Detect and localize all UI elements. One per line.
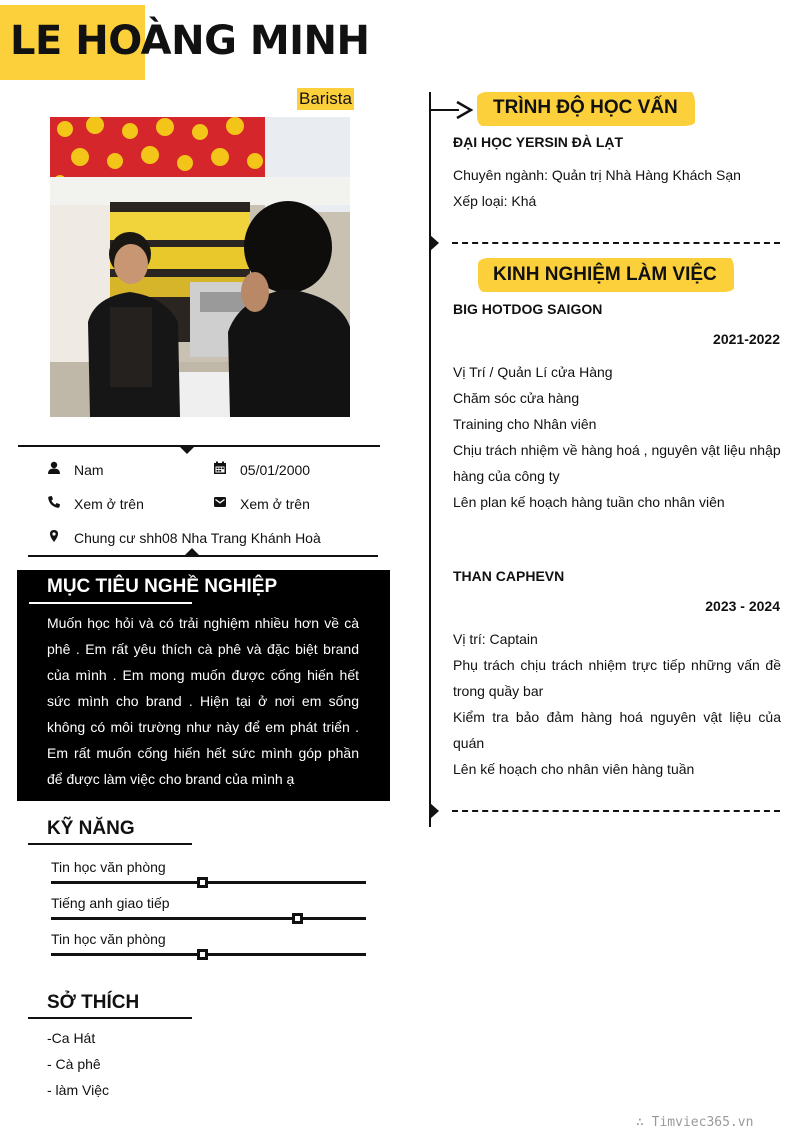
objective-title: MỤC TIÊU NGHỀ NGHIỆP xyxy=(47,576,278,597)
job-duty: Training cho Nhân viên xyxy=(453,416,597,432)
job-title: Barista xyxy=(299,89,352,108)
skill-level-marker xyxy=(197,877,208,888)
skills-title: KỸ NĂNG xyxy=(47,818,135,839)
info-top-rule xyxy=(18,445,380,447)
timeline-marker xyxy=(430,803,439,819)
job-period: 2023 - 2024 xyxy=(705,598,780,614)
timeline-marker xyxy=(430,235,439,251)
job-duty: Phụ trách chịu trách nhiệm trực tiếp những vấn đề trong quầy bar xyxy=(453,657,781,699)
hobby-item: -Ca Hát xyxy=(47,1030,96,1046)
job-description xyxy=(453,626,781,782)
experience-title: KINH NGHIỆM LÀM VIỆC xyxy=(493,264,717,285)
arrow-right-icon xyxy=(429,100,473,127)
envelope-icon xyxy=(213,495,227,514)
timeline-line xyxy=(429,92,431,827)
info-bottom-marker xyxy=(184,548,200,556)
gender-value: Nam xyxy=(74,462,104,478)
birthdate-value: 05/01/2000 xyxy=(240,462,311,478)
footer-brand-text: Timviec365.vn xyxy=(651,1115,754,1130)
skill-label: Tin học văn phòng xyxy=(51,859,166,875)
objective-section xyxy=(17,570,390,801)
hobby-item: - làm Việc xyxy=(47,1082,109,1098)
info-top-marker xyxy=(179,446,195,454)
job-period: 2021-2022 xyxy=(713,331,780,347)
calendar-icon xyxy=(213,461,227,480)
hobbies-title: SỞ THÍCH xyxy=(47,992,140,1013)
skills-underline xyxy=(28,843,192,845)
job-description xyxy=(453,359,781,515)
job-duty: Kiểm tra bảo đảm hàng hoá nguyên vật liệu của quán xyxy=(453,709,781,751)
skill-level-marker xyxy=(197,949,208,960)
objective-underline xyxy=(29,602,192,604)
phone-value: Xem ở trên xyxy=(74,496,144,512)
education-grade: Xếp loại: Khá xyxy=(453,193,537,209)
company-name: BIG HOTDOG SAIGON xyxy=(453,301,603,317)
job-duty: Lên kế hoạch cho nhân viên hàng tuần xyxy=(453,761,695,777)
email-value: Xem ở trên xyxy=(240,496,310,512)
skill-bar xyxy=(51,917,366,920)
company-name: THAN CAPHEVN xyxy=(453,568,565,584)
phone-icon xyxy=(47,495,61,514)
education-major: Chuyên ngành: Quản trị Nhà Hàng Khách Sạn xyxy=(453,167,741,183)
section-divider xyxy=(452,242,780,244)
job-duty: Vị Trí / Quản Lí cửa Hàng xyxy=(453,364,613,380)
skill-label: Tiếng anh giao tiếp xyxy=(51,895,170,911)
skill-bar xyxy=(51,953,366,956)
location-pin-icon xyxy=(47,529,61,548)
job-duty: Chịu trách nhiệm về hàng hoá , nguyên vật liệu nhập hàng của công ty xyxy=(453,442,781,484)
footer-brand: ∴ Timviec365.vn xyxy=(636,1115,754,1130)
user-icon xyxy=(47,461,61,480)
job-duty: Vị trí: Captain xyxy=(453,631,538,647)
job-duty: Chăm sóc cửa hàng xyxy=(453,390,580,406)
education-title: TRÌNH ĐỘ HỌC VẤN xyxy=(493,97,678,118)
hobby-item: - Cà phê xyxy=(47,1056,101,1072)
school-name: ĐẠI HỌC YERSIN ĐÀ LẠT xyxy=(453,134,624,150)
info-bottom-rule xyxy=(28,555,378,557)
section-divider xyxy=(452,810,780,812)
profile-photo xyxy=(50,117,350,417)
address-value: Chung cư shh08 Nha Trang Khánh Hoà xyxy=(74,530,321,546)
skill-label: Tin học văn phòng xyxy=(51,931,166,947)
skill-bar xyxy=(51,881,366,884)
skill-level-marker xyxy=(292,913,303,924)
objective-text: Muốn học hỏi và có trải nghiệm nhiều hơn về cà phê . Em rất yêu thích cà phê và đặc biệt brand của mình . Em mong muốn được cống hiến hết sức mình cho brand . Hiện tại ở nơi em sống không có môi trường như này để em phát triển . Em rất muốn cống hiến hết sức mình góp phần để được làm việc cho brand của mình ạ xyxy=(47,615,359,787)
job-duty: Lên plan kế hoạch hàng tuần cho nhân viên xyxy=(453,494,725,510)
hobbies-underline xyxy=(28,1017,192,1019)
candidate-name: LE HOÀNG MINH xyxy=(10,18,370,64)
